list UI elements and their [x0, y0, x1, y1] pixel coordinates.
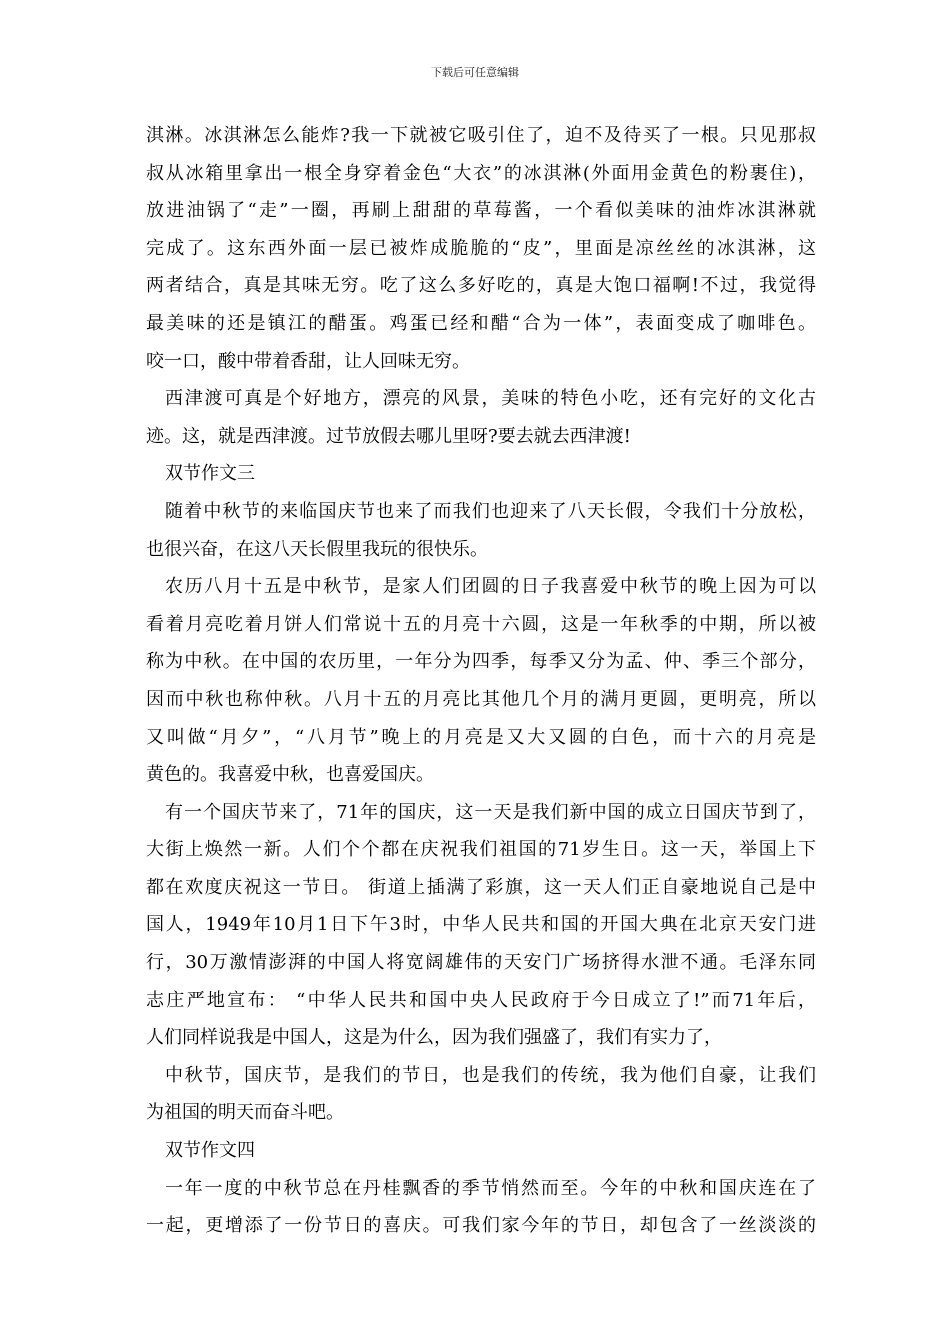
text-line: 完成了。这东西外面一层已被炸成脆脆的“皮”，里面是凉丝丝的冰淇淋，这	[146, 237, 816, 259]
paragraph-ice-cream	[146, 117, 816, 380]
paragraph-long-holiday	[146, 493, 816, 568]
text-line: 咬一口，酸中带着香甜，让人回味无穷。	[146, 350, 470, 372]
text-line: 西津渡可真是个好地方，漂亮的风景，美味的特色小吃，还有完好的文化古	[165, 388, 816, 410]
text-line: 行，30万激情澎湃的中国人将宽阔雄伟的天安门广场挤得水泄不通。毛泽东同	[146, 952, 816, 974]
paragraph-national-day	[146, 794, 816, 1057]
text-line: 最美味的还是镇江的醋蛋。鸡蛋已经和醋“合为一体”，表面变成了咖啡色。	[146, 312, 816, 334]
text-line: 都在欢度庆祝这一节日。 街道上插满了彩旗，这一天人们正自豪地说自己是中	[146, 876, 816, 898]
text-line: 大街上焕然一新。人们个个都在庆祝我们祖国的71岁生日。这一天，举国上下	[146, 839, 816, 861]
text-line: 黄色的。我喜爱中秋，也喜爱国庆。	[146, 764, 434, 786]
text-line: 称为中秋。在中国的农历里，一年分为四季，每季又分为孟、仲、季三个部分，	[146, 651, 816, 673]
section-heading-three	[146, 455, 816, 493]
text-line: 为祖国的明天而奋斗吧。	[146, 1102, 344, 1124]
text-line: 一年一度的中秋节总在丹桂飘香的季节悄然而至。今年的中秋和国庆连在了	[165, 1177, 816, 1199]
text-line: 志庄严地宣布： “中华人民共和国中央人民政府于今日成立了!”而71年后，	[146, 989, 816, 1011]
section-heading: 双节作文三	[165, 463, 255, 485]
paragraph-our-festivals	[146, 1057, 816, 1132]
text-line: 随着中秋节的来临国庆节也来了而我们也迎来了八天长假，令我们十分放松，	[165, 500, 816, 522]
section-heading-four	[146, 1132, 816, 1170]
text-line: 两者结合，真是其味无穷。吃了这么多好吃的，真是大饱口福啊!不过，我觉得	[146, 275, 816, 297]
text-line: 一起，更增添了一份节日的喜庆。可我们家今年的节日，却包含了一丝淡淡的	[146, 1215, 816, 1237]
text-line: 人们同样说我是中国人，这是为什么，因为我们强盛了，我们有实力了，	[146, 1027, 722, 1049]
text-line: 农历八月十五是中秋节，是家人们团圆的日子我喜爱中秋节的晚上因为可以	[165, 576, 816, 598]
document-body	[146, 117, 816, 1245]
text-line: 也很兴奋，在这八天长假里我玩的很快乐。	[146, 538, 488, 560]
text-line: 淇淋。冰淇淋怎么能炸?我一下就被它吸引住了，迫不及待买了一根。只见那叔	[146, 125, 816, 146]
paragraph-osmanthus	[146, 1170, 816, 1245]
text-line: 叔从冰箱里拿出一根全身穿着金色“大衣”的冰淇淋(外面用金黄色的粉裹住)，	[146, 162, 816, 184]
text-line: 又叫做“月夕”，“八月节”晚上的月亮是又大又圆的白色，而十六的月亮是	[146, 726, 816, 748]
text-line: 看着月亮吃着月饼人们常说十五的月亮十六圆，这是一年秋季的中期，所以被	[146, 613, 816, 635]
page-header: 下载后可任意编辑	[431, 66, 519, 79]
paragraph-xijindu	[146, 380, 816, 455]
text-line: 迹。这，就是西津渡。过节放假去哪儿里呀?要去就去西津渡!	[146, 425, 631, 447]
text-line: 放进油锅了“走”一圈，再刷上甜甜的草莓酱，一个看似美味的油炸冰淇淋就	[146, 200, 816, 222]
text-line: 因而中秋也称仲秋。八月十五的月亮比其他几个月的满月更圆，更明亮，所以	[146, 688, 816, 710]
section-heading: 双节作文四	[165, 1140, 255, 1162]
text-line: 有一个国庆节来了，71年的国庆，这一天是我们新中国的成立日国庆节到了，	[165, 801, 816, 823]
text-line: 中秋节，国庆节，是我们的节日，也是我们的传统，我为他们自豪，让我们	[165, 1064, 816, 1086]
paragraph-mid-autumn	[146, 568, 816, 794]
text-line: 国人，1949年10月1日下午3时，中华人民共和国的开国大典在北京天安门进	[146, 914, 816, 936]
